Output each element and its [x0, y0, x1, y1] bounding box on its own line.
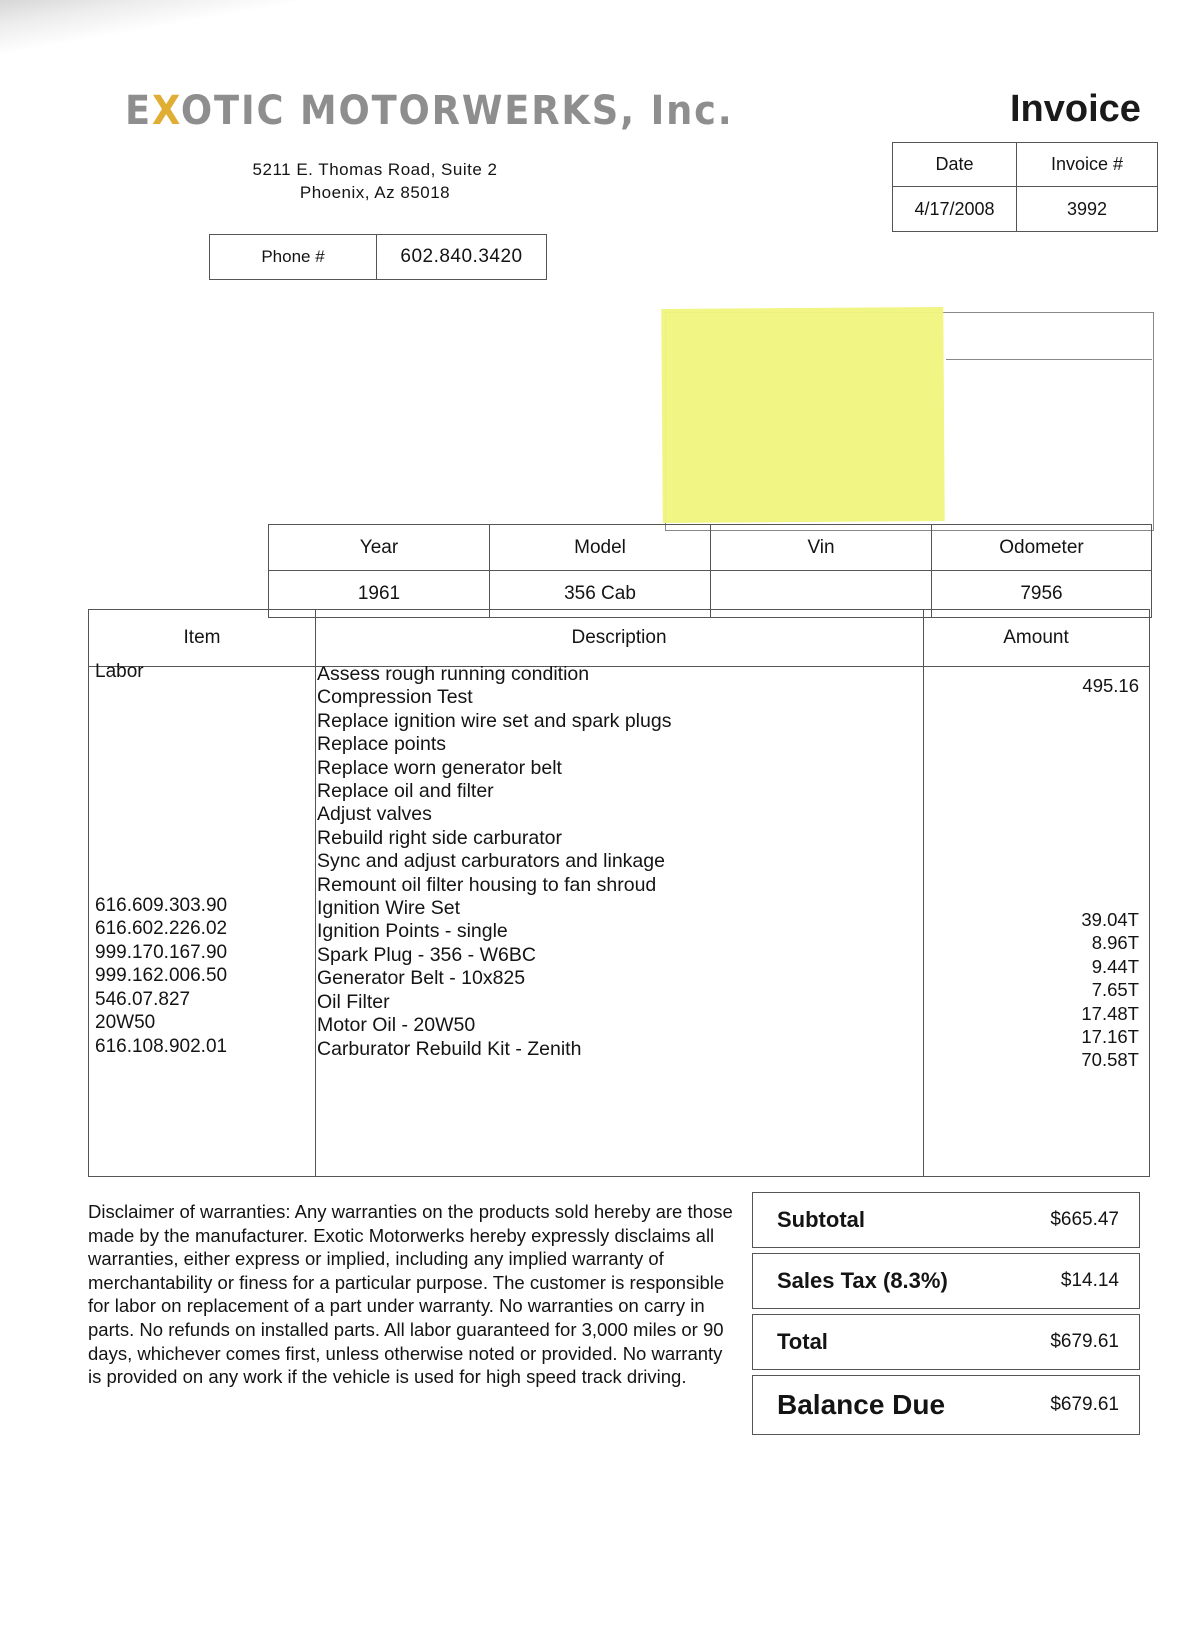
labor-description: Replace points — [317, 733, 446, 756]
company-address — [250, 158, 500, 204]
items-header-item: Item — [89, 610, 315, 667]
labor-description: Replace oil and filter — [317, 780, 494, 803]
spacer — [95, 824, 227, 847]
phone-number: 602.840.3420 — [400, 246, 523, 267]
invoice-date: 4/17/2008 — [893, 187, 1017, 231]
sales-tax-value: $14.14 — [1060, 1270, 1119, 1291]
vehicle-header-year: Year — [269, 525, 490, 571]
labor-amount: 495.16 — [1082, 675, 1139, 696]
total-row — [752, 1314, 1140, 1370]
part-description: Spark Plug - 356 - W6BC — [317, 943, 536, 966]
labor-description: Replace worn generator belt — [317, 756, 562, 779]
part-description: Carburator Rebuild Kit - Zenith — [317, 1037, 582, 1060]
labor-description: Compression Test — [317, 686, 473, 709]
part-description: Generator Belt - 10x825 — [317, 967, 526, 990]
subtotal-row — [752, 1192, 1140, 1248]
vehicle-odometer: 7956 — [1020, 583, 1063, 604]
phone-box — [209, 234, 547, 280]
line-items-table — [88, 609, 1150, 1177]
labor-description: Sync and adjust carburators and linkage — [317, 850, 665, 873]
sales-tax-row — [752, 1253, 1140, 1309]
warranty-disclaimer: Disclaimer of warranties: Any warranties on the products sold hereby are those made by the manufacturer. Exotic Motorwerks hereby expressly disclaims all warranties, either express or implied, including any implied warranty of merchantability or finess for a particular purpose. The customer is responsible for labor on replacement of a part under warranty. No warranties on carry in parts. No refunds on installed parts. All labor guaranteed for 3,000 miles or 90 days, whichever comes first, unless otherwise noted or provided. No warranty is provided on any work if the vehicle is used for high speed track driving. — [88, 1201, 733, 1388]
vehicle-table — [268, 524, 1152, 618]
part-amount: 9.44T — [1091, 955, 1139, 977]
part-description: Ignition Wire Set — [317, 897, 461, 920]
spacer — [95, 800, 227, 823]
labor-description: Remount oil filter housing to fan shroud — [317, 873, 657, 896]
scanned-paper-fold — [0, 0, 300, 70]
total-label: Total — [777, 1329, 828, 1354]
part-amount: 39.04T — [1081, 909, 1139, 930]
labor-description: Rebuild right side carburator — [317, 826, 562, 849]
items-header-amount: Amount — [923, 610, 1149, 667]
labor-description: Replace ignition wire set and spark plugs — [317, 709, 672, 732]
balance-due-value: $679.61 — [1050, 1394, 1119, 1415]
vehicle-year: 1961 — [269, 571, 490, 617]
part-amount: 17.48T — [1081, 1002, 1139, 1024]
part-number: 546.07.827 — [95, 988, 191, 1010]
part-amount: 7.65T — [1091, 979, 1139, 1001]
spacer — [95, 847, 227, 870]
customer-box-divider — [946, 359, 1152, 360]
spacer — [95, 777, 227, 800]
invoice-number-label: Invoice # — [1017, 143, 1157, 187]
spacer — [95, 871, 227, 894]
company-logo: EXOTIC MOTORWERKS, Inc. — [125, 88, 734, 134]
invoice-number: 3992 — [1066, 198, 1108, 219]
total-value: $679.61 — [1050, 1331, 1119, 1352]
subtotal-value: $665.47 — [1050, 1209, 1119, 1230]
parts-amount-column — [925, 908, 1139, 1072]
labor-description: Adjust valves — [317, 803, 432, 826]
vehicle-header-model: Model — [490, 525, 711, 571]
part-number: 999.162.006.50 — [95, 965, 228, 987]
part-number: 616.108.902.01 — [95, 1035, 228, 1057]
items-header-description: Description — [315, 610, 923, 667]
description-column — [317, 663, 671, 1061]
spacer — [95, 754, 227, 777]
spacer — [95, 707, 227, 730]
spacer — [95, 683, 227, 706]
subtotal-label: Subtotal — [777, 1207, 865, 1232]
spacer — [95, 730, 227, 753]
part-number: 999.170.167.90 — [95, 941, 228, 963]
invoice-meta-box — [892, 142, 1158, 232]
part-description: Motor Oil - 20W50 — [317, 1014, 476, 1037]
balance-due-label: Balance Due — [777, 1389, 946, 1420]
sticky-note-redaction — [661, 307, 944, 523]
phone-label: Phone # — [210, 235, 377, 279]
items-column-divider — [923, 610, 924, 1176]
items-column-divider — [315, 610, 316, 1176]
date-label: Date — [893, 143, 1017, 187]
part-amount: 70.58T — [1081, 1049, 1139, 1071]
part-description: Ignition Points - single — [317, 920, 508, 943]
part-number: 616.609.303.90 — [95, 895, 228, 917]
part-description: Oil Filter — [317, 990, 390, 1013]
item-column — [95, 660, 227, 1058]
item-code: Labor — [95, 661, 144, 682]
part-amount: 17.16T — [1081, 1026, 1139, 1048]
balance-due-row — [752, 1375, 1140, 1435]
sales-tax-label: Sales Tax (8.3%) — [777, 1268, 948, 1293]
labor-description: Assess rough running condition — [317, 663, 590, 685]
vehicle-model: 356 Cab — [490, 571, 711, 617]
address-line-1: 5211 E. Thomas Road, Suite 2 — [252, 160, 498, 179]
part-amount: 8.96T — [1091, 932, 1139, 954]
address-line-2: Phoenix, Az 85018 — [299, 183, 451, 202]
invoice-title: Invoice — [1010, 88, 1141, 130]
vehicle-header-odometer: Odometer — [932, 525, 1151, 571]
vehicle-header-vin: Vin — [711, 525, 932, 571]
part-number: 20W50 — [95, 1012, 156, 1034]
part-number: 616.602.226.02 — [95, 918, 228, 940]
